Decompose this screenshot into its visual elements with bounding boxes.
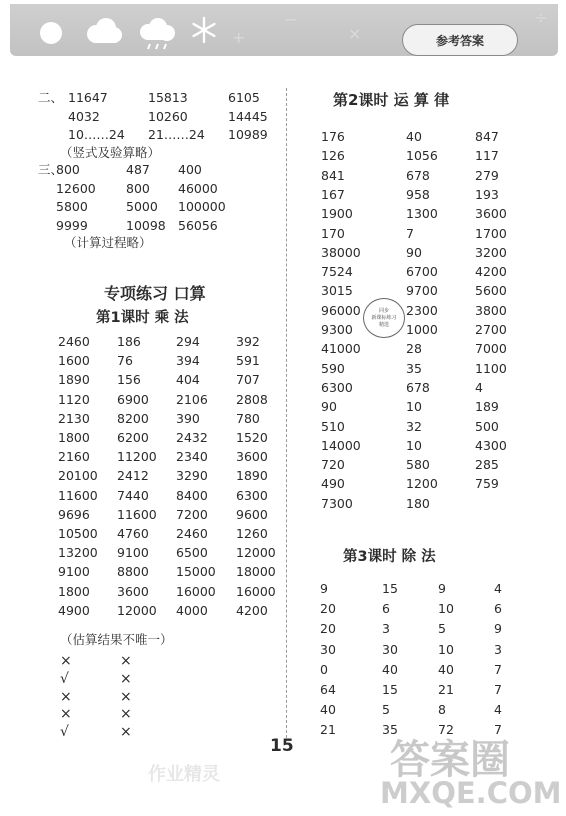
answer-value: 9100	[58, 564, 90, 580]
answer-value: 3600	[475, 206, 507, 222]
answer-value: 3600	[236, 449, 268, 465]
answer-value: 4000	[176, 602, 208, 618]
answer-value: 90	[406, 244, 422, 260]
answer-value: 35	[382, 722, 398, 738]
answer-value: 6	[494, 601, 502, 617]
answer-value: 15	[382, 581, 398, 596]
answer-value: 180	[406, 495, 430, 511]
answer-value: 394	[176, 353, 200, 369]
answer-value: 41000	[321, 341, 361, 357]
answer-value: 30	[320, 641, 336, 657]
sun-icon	[38, 20, 64, 46]
stamp-seal	[363, 298, 405, 338]
answer-value: 1200	[406, 476, 438, 492]
minus-deco: −	[284, 10, 298, 29]
answer-value: 10989	[228, 127, 268, 142]
answer-value: 4900	[58, 602, 90, 618]
answer-value: 7	[494, 682, 502, 697]
answer-value: 8200	[117, 410, 149, 426]
answer-value: 1900	[321, 206, 353, 222]
answer-value: 3015	[321, 283, 353, 299]
answer-value: 12600	[56, 180, 96, 196]
section-title: 专项练习 口算	[104, 284, 206, 303]
answer-value: 38000	[321, 244, 361, 260]
plus-deco: +	[232, 28, 246, 47]
answer-value: 958	[406, 186, 430, 202]
answer-value: 2160	[58, 449, 90, 465]
judgement-mark: ×	[60, 706, 72, 723]
answer-value: 13200	[58, 545, 98, 561]
answer-value: 5600	[475, 283, 507, 299]
answer-value: 404	[176, 372, 200, 388]
judgement-mark: ×	[120, 706, 132, 723]
answer-value: 40	[382, 661, 398, 677]
answer-value: 20	[320, 621, 336, 637]
answer-value: 15813	[148, 90, 188, 105]
answer-value: 9	[494, 621, 502, 637]
answer-value: 170	[321, 225, 345, 241]
answer-value: 6200	[117, 430, 149, 445]
answer-value: 6105	[228, 90, 260, 105]
rain-cloud-icon	[136, 16, 178, 52]
answer-value: 40	[406, 129, 422, 144]
answer-value: 4300	[475, 437, 507, 453]
answer-value: 186	[117, 334, 141, 349]
answer-value: 15	[382, 682, 398, 697]
answer-value: 285	[475, 457, 499, 473]
answer-value: 6300	[236, 487, 268, 503]
judgement-mark: ×	[60, 653, 72, 669]
answer-value: 10	[406, 399, 422, 415]
answer-value: 841	[321, 167, 345, 183]
answer-value: 10098	[126, 218, 166, 234]
answer-value: 3600	[117, 583, 149, 599]
answer-value: 6900	[117, 391, 149, 407]
answer-value: 10	[438, 641, 454, 657]
answer-value: 193	[475, 186, 499, 202]
answer-value: 800	[126, 180, 150, 196]
answer-value: 156	[117, 372, 141, 388]
answer-value: 1260	[236, 526, 268, 541]
stamp-line: 同步	[378, 307, 389, 314]
answer-value: 189	[475, 399, 499, 415]
answer-value: 800	[56, 162, 80, 177]
answer-value: 590	[321, 360, 345, 376]
answer-value: 14445	[228, 108, 268, 124]
answer-value: 11600	[58, 487, 98, 503]
answer-value: 6700	[406, 264, 438, 280]
answer-value: 176	[321, 129, 345, 144]
answer-value: 400	[178, 162, 202, 177]
stamp-line: 新课标练习	[371, 314, 397, 321]
judgement-mark: ×	[120, 653, 132, 669]
answer-value: 3800	[475, 302, 507, 318]
answer-value: 2432	[176, 430, 208, 445]
column-divider	[286, 88, 287, 738]
q2-note: （竖式及验算略）	[60, 145, 161, 160]
answer-value: 707	[236, 372, 260, 388]
answer-value: 14000	[321, 437, 361, 453]
lesson1-title: 第1课时 乘 法	[96, 310, 189, 326]
answer-value: 12000	[117, 602, 157, 618]
answer-value: 7524	[321, 264, 353, 280]
divide-deco: ÷	[534, 8, 548, 27]
answer-value: 7	[494, 722, 502, 738]
answer-value: 5000	[126, 199, 158, 215]
answer-value: 96000	[321, 302, 361, 318]
answer-value: 490	[321, 476, 345, 492]
answer-value: 720	[321, 457, 345, 473]
answer-value: 847	[475, 129, 499, 144]
answer-value: 4	[494, 702, 502, 718]
judgement-mark: ×	[120, 670, 132, 687]
answer-value: 40	[438, 661, 454, 677]
answer-value: 2412	[117, 468, 149, 484]
stamp-line: 精选	[378, 321, 389, 328]
answer-value: 20	[320, 601, 336, 617]
lesson3-title: 第3课时 除 法	[343, 549, 436, 565]
answer-value: 15000	[176, 564, 216, 580]
answer-value: 2700	[475, 322, 507, 337]
answer-value: 6	[382, 601, 390, 617]
answer-value: 21	[320, 722, 336, 738]
answer-value: 28	[406, 341, 422, 357]
answer-value: 10	[438, 601, 454, 617]
watermark-site: MXQE.COM	[380, 776, 562, 810]
answer-value: 7000	[475, 341, 507, 357]
judgement-mark: ×	[60, 688, 72, 705]
answer-value: 7	[494, 661, 502, 677]
answer-value: 90	[321, 399, 337, 415]
answer-value: 4760	[117, 526, 149, 541]
answer-value: 9300	[321, 322, 353, 337]
answer-key-tag: 参考答案	[402, 24, 518, 56]
answer-value: 11200	[117, 449, 157, 465]
answer-value: 8800	[117, 564, 149, 580]
answer-value: 0	[320, 661, 328, 677]
answer-value: 4200	[475, 264, 507, 280]
answer-value: 7200	[176, 506, 208, 522]
answer-value: 9600	[236, 506, 268, 522]
answer-value: 32	[406, 418, 422, 434]
answer-value: 16000	[236, 583, 276, 599]
answer-value: 10	[406, 437, 422, 453]
answer-value: 9	[320, 581, 328, 596]
answer-value: 2460	[58, 334, 90, 349]
judgement-mark: √	[60, 724, 69, 741]
answer-value: 30	[382, 641, 398, 657]
answer-value: 18000	[236, 564, 276, 580]
answer-value: 16000	[176, 583, 216, 599]
answer-value: 3200	[475, 244, 507, 260]
answer-value: 10……24	[68, 127, 125, 142]
answer-value: 10260	[148, 108, 188, 124]
answer-value: 1000	[406, 322, 438, 337]
answer-value: 64	[320, 682, 336, 697]
answer-value: 9	[438, 581, 446, 596]
answer-value: 6500	[176, 545, 208, 561]
answer-value: 3290	[176, 468, 208, 484]
q2-label: 二、	[38, 90, 64, 105]
answer-value: 1700	[475, 225, 507, 241]
answer-value: 4	[475, 379, 483, 395]
answer-value: 2808	[236, 391, 268, 407]
answer-value: 2340	[176, 449, 208, 465]
answer-value: 6300	[321, 379, 353, 395]
estimate-note: （估算结果不唯一）	[60, 632, 173, 647]
answer-value: 21	[438, 682, 454, 697]
answer-value: 126	[321, 148, 345, 164]
answer-value: 678	[406, 167, 430, 183]
answer-value: 7300	[321, 495, 353, 511]
answer-value: 7	[406, 225, 414, 241]
answer-value: 279	[475, 167, 499, 183]
answer-value: 2106	[176, 391, 208, 407]
header-banner	[10, 4, 558, 56]
answer-value: 510	[321, 418, 345, 434]
q3-note: （计算过程略）	[64, 235, 152, 250]
answer-value: 46000	[178, 180, 218, 196]
answer-value: 1120	[58, 391, 90, 407]
answer-value: 591	[236, 353, 260, 369]
answer-value: 580	[406, 457, 430, 473]
answer-value: 1800	[58, 583, 90, 599]
judgement-mark: ×	[120, 724, 132, 741]
answer-value: 76	[117, 353, 133, 369]
answer-value: 390	[176, 410, 200, 426]
answer-value: 392	[236, 334, 260, 349]
answer-value: 11647	[68, 90, 108, 105]
lesson2-title: 第2课时 运 算 律	[333, 91, 450, 109]
answer-value: 5	[438, 621, 446, 637]
cloud-icon	[84, 16, 124, 48]
answer-value: 167	[321, 186, 345, 202]
answer-value: 35	[406, 360, 422, 376]
answer-value: 40	[320, 702, 336, 718]
answer-value: 3	[382, 621, 390, 637]
answer-value: 5800	[56, 199, 88, 215]
answer-value: 56056	[178, 218, 218, 234]
judgement-mark: ×	[120, 688, 132, 705]
answer-value: 1520	[236, 430, 268, 445]
answer-value: 1890	[58, 372, 90, 388]
answer-value: 4032	[68, 108, 100, 124]
page-number: 15	[270, 736, 294, 756]
answer-value: 487	[126, 162, 150, 177]
answer-value: 780	[236, 410, 260, 426]
answer-value: 5	[382, 702, 390, 718]
answer-value: 759	[475, 476, 499, 492]
answer-value: 12000	[236, 545, 276, 561]
answer-value: 2460	[176, 526, 208, 541]
answer-value: 8400	[176, 487, 208, 503]
answer-value: 294	[176, 334, 200, 349]
answer-value: 7440	[117, 487, 149, 503]
answer-value: 2300	[406, 302, 438, 318]
answer-value: 1600	[58, 353, 90, 369]
answer-value: 8	[438, 702, 446, 718]
answer-value: 10500	[58, 526, 98, 541]
answer-value: 500	[475, 418, 499, 434]
times-deco: ×	[348, 24, 362, 43]
answer-value: 4	[494, 581, 502, 596]
answer-value: 1056	[406, 148, 438, 164]
answer-value: 1300	[406, 206, 438, 222]
answer-value: 20100	[58, 468, 98, 484]
answer-value: 3	[494, 641, 502, 657]
q3-label: 三、	[38, 162, 64, 177]
snowflake-icon	[190, 16, 218, 44]
watermark-logo: 答案圈	[390, 737, 510, 783]
answer-value: 72	[438, 722, 454, 738]
watermark-faint: 作业精灵	[148, 764, 220, 785]
answer-value: 9696	[58, 506, 90, 522]
answer-value: 100000	[178, 199, 226, 215]
answer-value: 1800	[58, 430, 90, 445]
answer-value: 9999	[56, 218, 88, 234]
answer-value: 21……24	[148, 127, 205, 142]
answer-value: 117	[475, 148, 499, 164]
answer-value: 11600	[117, 506, 157, 522]
answer-value: 4200	[236, 602, 268, 618]
answer-value: 678	[406, 379, 430, 395]
judgement-mark: √	[60, 670, 69, 687]
answer-value: 2130	[58, 410, 90, 426]
answer-value: 9700	[406, 283, 438, 299]
answer-value: 1100	[475, 360, 507, 376]
answer-value: 1890	[236, 468, 268, 484]
answer-value: 9100	[117, 545, 149, 561]
